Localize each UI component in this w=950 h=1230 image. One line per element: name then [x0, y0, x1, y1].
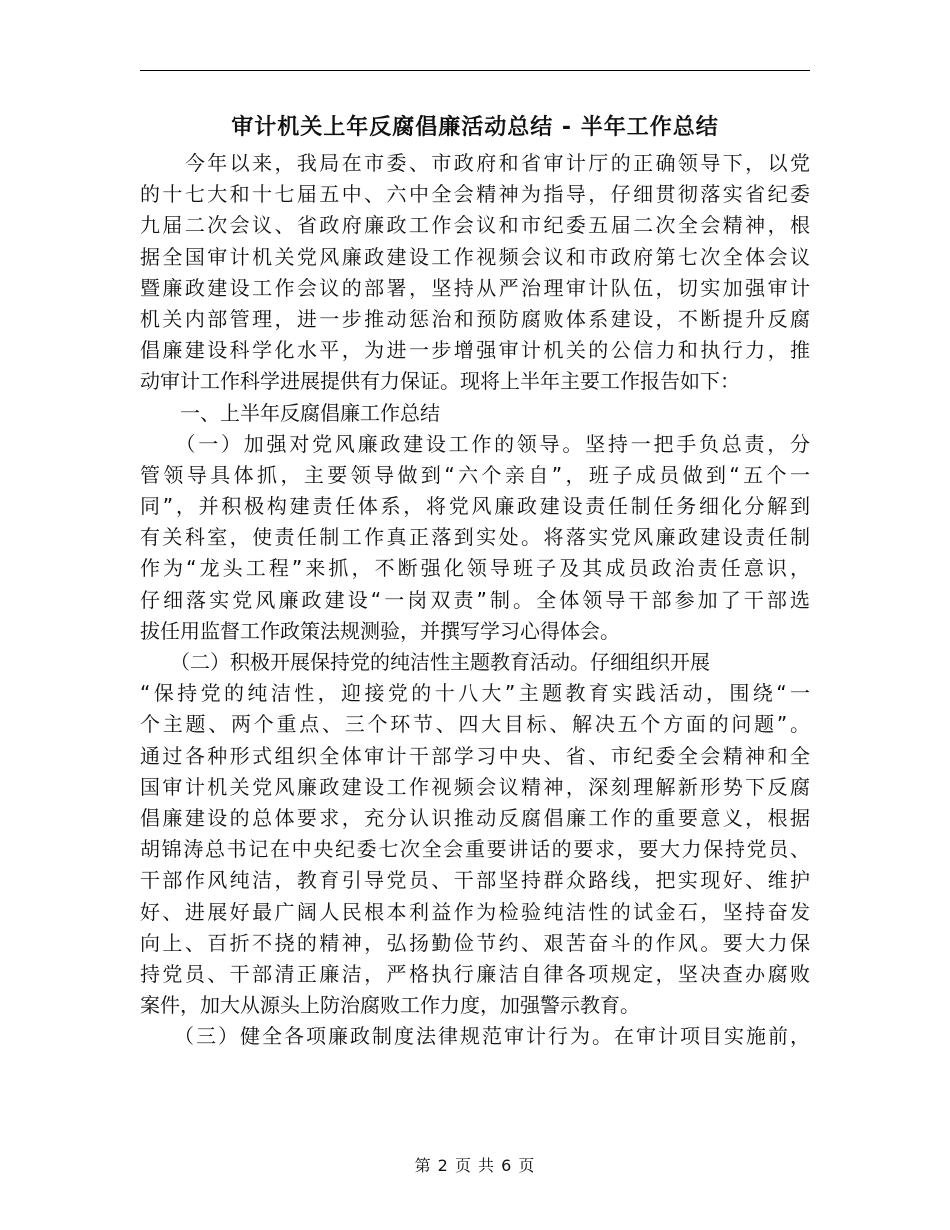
page-number-footer: 第 2 页 共 6 页 — [414, 1156, 536, 1175]
body-line: 动审计工作科学进展提供有力保证。现将上半年主要工作报告如下： — [140, 369, 740, 394]
body-line: 九届二次会议、省政府廉政工作会议和市纪委五届二次全会精神，根 — [140, 213, 810, 238]
document-title: 审计机关上年反腐倡廉活动总结 - 半年工作总结 — [231, 115, 719, 140]
body-line: 今年以来，我局在市委、市政府和省审计厅的正确领导下，以党 — [140, 151, 810, 175]
body-line: （二）积极开展保持党的纯洁性主题教育活动。仔细组织开展 — [140, 650, 710, 674]
body-line: 暨廉政建设工作会议的部署，坚持从严治理审计队伍，切实加强审计 — [140, 275, 810, 300]
body-line: 向上、百折不挠的精神，弘扬勤俭节约、艰苦奋斗的作风。要大力保 — [140, 930, 810, 955]
body-line: （三）健全各项廉政制度法律规范审计行为。在审计项目实施前， — [140, 1024, 810, 1049]
body-line: 管领导具体抓，主要领导做到“六个亲自”，班子成员做到“五个一 — [140, 462, 810, 487]
body-line: 作为“龙头工程”来抓，不断强化领导班子及其成员政治责任意识， — [140, 556, 810, 581]
body-line: 仔细落实党风廉政建设“一岗双责”制。全体领导干部参加了干部选 — [140, 587, 810, 612]
body-line: 个主题、两个重点、三个环节、四大目标、解决五个方面的问题”。 — [140, 712, 810, 737]
body-line: 好、进展好最广阔人民根本利益作为检验纯洁性的试金石，坚持奋发 — [140, 899, 810, 924]
body-line: 据全国审计机关党风廉政建设工作视频会议和市政府第七次全体会议 — [140, 244, 810, 269]
body-line: 国审计机关党风廉政建设工作视频会议精神，深刻理解新形势下反腐 — [140, 774, 810, 799]
body-line: 机关内部管理，进一步推动惩治和预防腐败体系建设，不断提升反腐 — [140, 306, 810, 331]
document-body — [140, 148, 810, 1052]
body-line: 通过各种形式组织全体审计干部学习中央、省、市纪委全会精神和全 — [140, 743, 810, 768]
body-line: 持党员、干部清正廉洁，严格执行廉洁自律各项规定，坚决查办腐败 — [140, 961, 810, 986]
body-line: 胡锦涛总书记在中央纪委七次全会重要讲话的要求，要大力保持党员、 — [140, 837, 810, 862]
body-line: “保持党的纯洁性，迎接党的十八大”主题教育实践活动，围绕“一 — [140, 681, 810, 706]
body-line: 倡廉建设科学化水平，为进一步增强审计机关的公信力和执行力，推 — [140, 338, 810, 363]
body-line: 一、上半年反腐倡廉工作总结 — [140, 400, 440, 425]
body-line: 案件，加大从源头上防治腐败工作力度，加强警示教育。 — [140, 993, 640, 1018]
body-line: 的十七大和十七届五中、六中全会精神为指导，仔细贯彻落实省纪委 — [140, 182, 810, 207]
body-line: 倡廉建设的总体要求，充分认识推动反腐倡廉工作的重要意义，根据 — [140, 805, 810, 830]
body-line: 有关科室，使责任制工作真正落到实处。将落实党风廉政建设责任制 — [140, 525, 810, 550]
body-line: 同”，并积极构建责任体系，将党风廉政建设责任制任务细化分解到 — [140, 494, 810, 519]
body-line: 拔任用监督工作政策法规测验，并撰写学习心得体会。 — [140, 618, 620, 643]
header-rule — [140, 70, 810, 71]
body-line: 干部作风纯洁，教育引导党员、干部坚持群众路线，把实现好、维护 — [140, 868, 810, 893]
body-line: （一）加强对党风廉政建设工作的领导。坚持一把手负总责，分 — [140, 431, 810, 456]
